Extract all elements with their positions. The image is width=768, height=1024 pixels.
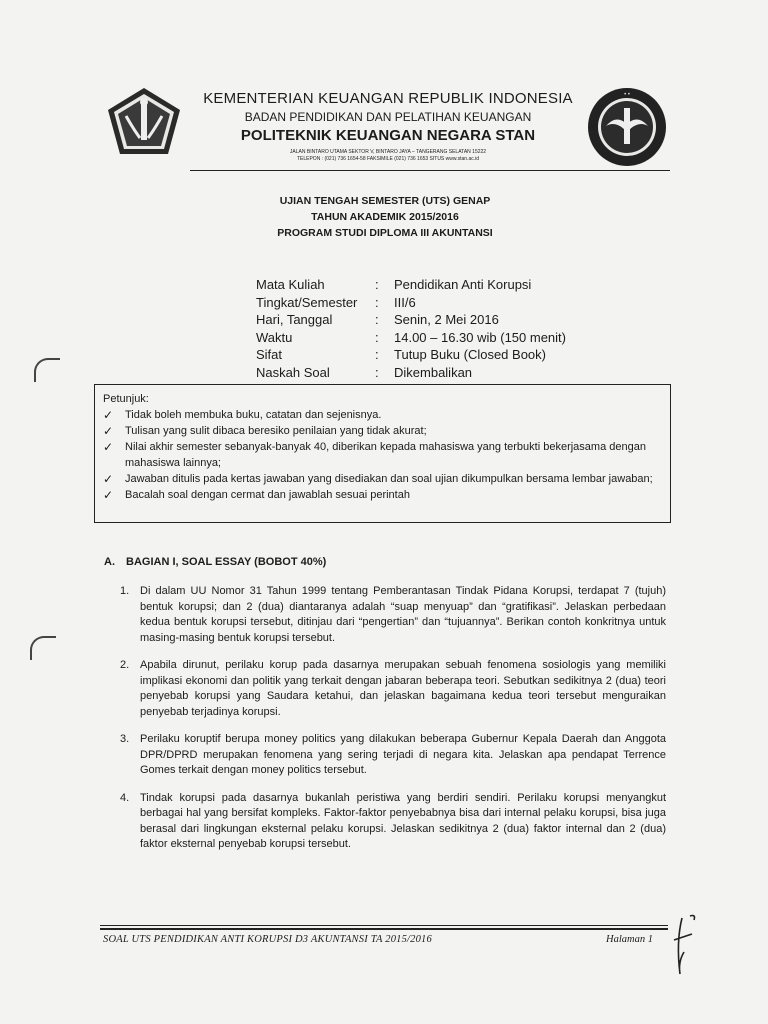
ministry-name: KEMENTERIAN KEUANGAN REPUBLIK INDONESIA: [203, 90, 573, 107]
question-number: 1.: [120, 585, 130, 597]
info-value: Pendidikan Anti Korupsi: [394, 277, 532, 292]
instruction-text: Tidak boleh membuka buku, catatan dan sejenisnya.: [125, 409, 382, 421]
info-label: Hari, Tanggal: [256, 312, 333, 327]
punch-hole-mark: [34, 358, 60, 382]
check-icon: ✓: [103, 408, 114, 422]
question-item: [120, 791, 666, 853]
section-title: BAGIAN I, SOAL ESSAY (BOBOT 40%): [126, 556, 327, 568]
info-value: 14.00 – 16.30 wib (150 menit): [394, 329, 566, 345]
exam-title-line3: PROGRAM STUDI DIPLOMA III AKUNTANSI: [277, 227, 493, 239]
punch-hole-mark: [30, 636, 56, 660]
stan-logo: [586, 86, 668, 168]
kemenkeu-logo: [106, 86, 182, 156]
exam-title: [200, 193, 570, 241]
info-label: Sifat: [256, 347, 283, 362]
question-text: Apabila dirunut, perilaku korup pada dasarnya merupakan sebuah fenomena sosiologis yang memiliki implikasi ekonomi dan politik yang terkait dengan jabaran beberapa teori. Sebutkan sedikitnya 2 (dua) teori penyebab korupsi yang Saudara ketahui, dan jelaskan bagaimana kedua teori tersebut menguraikan penyebab terjadinya korupsi.: [140, 659, 666, 718]
question-number: 3.: [120, 733, 130, 745]
info-row: [256, 364, 566, 382]
instruction-text: Jawaban ditulis pada kertas jawaban yang disediakan dan soal ujian dikumpulkan bersama lembar jawaban;: [125, 473, 653, 485]
instructions-box: [94, 384, 671, 523]
info-label: Waktu: [256, 329, 293, 345]
check-icon: ✓: [103, 440, 114, 454]
exam-title-line1: UJIAN TENGAH SEMESTER (UTS) GENAP: [279, 195, 491, 207]
info-colon: :: [375, 312, 379, 327]
info-value: Tutup Buku (Closed Book): [394, 347, 546, 362]
address: JALAN BINTARO UTAMA SEKTOR V, BINTARO JAYA – TANGERANG SELATAN 15222: [289, 149, 487, 155]
instruction-item: [103, 407, 662, 423]
section-heading: [104, 556, 326, 568]
question-number: 4.: [120, 791, 130, 804]
info-colon: :: [375, 294, 379, 310]
question-item: [120, 658, 666, 720]
footer-divider: [100, 928, 668, 930]
header-divider: [190, 170, 670, 171]
question-item: [120, 732, 666, 779]
info-row: [256, 276, 566, 294]
info-value: Senin, 2 Mei 2016: [394, 312, 499, 327]
info-row: [256, 329, 566, 347]
info-colon: :: [375, 329, 379, 345]
info-row: [256, 311, 566, 329]
footer-divider: [100, 925, 668, 926]
exam-info: [256, 276, 566, 381]
check-icon: ✓: [103, 488, 114, 502]
instruction-text: Nilai akhir semester sebanyak-banyak 40, diberikan kepada mahasiswa yang terbukti bekerjasama dengan mahasiswa lainnya;: [125, 441, 646, 469]
question-text: Di dalam UU Nomor 31 Tahun 1999 tentang Pemberantasan Tindak Pidana Korupsi, terdapat 7 (tujuh) bentuk korupsi; dan 2 (dua) diantaranya adalah “suap menyuap” dan “gratifikasi”. Jelaskan perbedaan kedua bentuk korupsi tersebut, ditinjau dari “pengertian” dan “tujuannya”. Berikan contoh konkritnya untuk masing-masing bentuk korupsi tersebut.: [140, 585, 666, 644]
instruction-item: [103, 423, 662, 439]
instruction-item: [103, 439, 662, 471]
question-text: Perilaku koruptif berupa money politics yang dilakukan beberapa Gubernur Kepala Daerah dan Anggota DPR/DPRD merupakan fenomena yang sering terjadi di negara kita. Jelaskan apa pendapat Terrence Gomes terkait dengan money politics tersebut.: [140, 733, 666, 776]
agency-name: BADAN PENDIDIKAN DAN PELATIHAN KEUANGAN: [244, 110, 532, 124]
question-number: 2.: [120, 659, 130, 671]
info-label: Mata Kuliah: [256, 277, 325, 292]
info-label: Tingkat/Semester: [256, 294, 358, 310]
page-number: Halaman 1: [606, 934, 653, 945]
info-row: [256, 294, 566, 312]
info-value: Dikembalikan: [394, 364, 473, 380]
instruction-item: [103, 487, 662, 503]
svg-text:• •: • •: [624, 92, 630, 98]
institution-name: POLITEKNIK KEUANGAN NEGARA STAN: [240, 127, 536, 144]
info-row: [256, 346, 566, 364]
instruction-text: Tulisan yang sulit dibaca beresiko penilaian yang tidak akurat;: [125, 425, 427, 437]
info-colon: :: [375, 347, 379, 362]
section-letter: A.: [104, 556, 115, 568]
info-colon: :: [375, 364, 379, 380]
instruction-text: Bacalah soal dengan cermat dan jawablah sesuai perintah: [125, 489, 410, 501]
info-value: III/6: [394, 294, 416, 310]
paraf-signature: [670, 912, 700, 982]
contact: TELEPON : (021) 736 1654-58 FAKSIMILE (021) 736 1653 SITUS www.stan.ac.id: [296, 156, 480, 162]
question-list: [120, 584, 666, 865]
exam-title-line2: TAHUN AKADEMIK 2015/2016: [311, 211, 459, 223]
instructions-heading: Petunjuk:: [103, 393, 149, 405]
question-text: Tindak korupsi pada dasarnya bukanlah peristiwa yang berdiri sendiri. Perilaku korupsi menyangkut berbagai hal yang bersifat kompleks. Faktor-faktor penyebabnya bisa dari internal pelaku korupsi, bisa juga berasal dari lingkungan eksternal pelaku korupsi. Jelaskan sedikitnya 2 (dua) faktor internal dan 2 (dua) faktor eksternal penyebab korupsi tersebut.: [140, 791, 666, 850]
footer-text: SOAL UTS PENDIDIKAN ANTI KORUPSI D3 AKUNTANSI TA 2015/2016: [103, 934, 432, 945]
question-item: [120, 584, 666, 646]
letterhead: [190, 90, 586, 163]
info-colon: :: [375, 277, 379, 292]
instruction-item: [103, 471, 662, 487]
check-icon: ✓: [103, 424, 114, 438]
info-label: Naskah Soal: [256, 364, 330, 380]
check-icon: ✓: [103, 472, 114, 486]
